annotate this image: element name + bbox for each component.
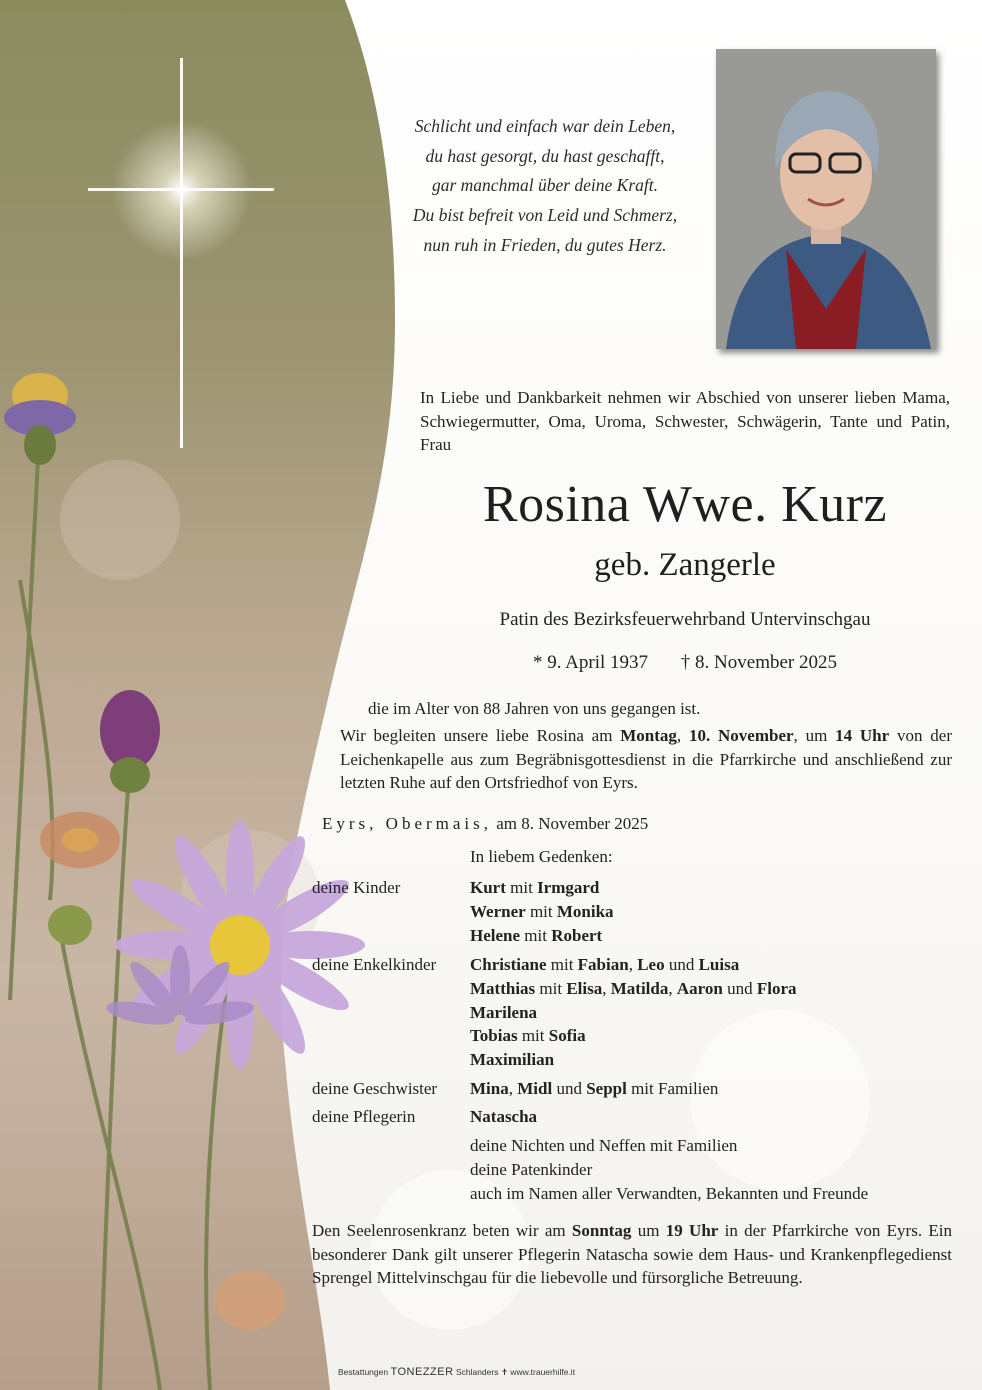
intro-text: In Liebe und Dankbarkeit nehmen wir Abschied von unserer lieben Mama, Schwiegermutter, Oma, Uroma, Schwester, Schwägerin, Tante und Patin, Frau [420, 388, 950, 454]
poem-line: gar manchmal über deine Kraft. [431, 175, 659, 196]
birth-date: * 9. April 1937 [532, 652, 649, 673]
relation-label: deine Geschwister [312, 1079, 438, 1098]
deceased-name: Rosina Wwe. Kurz [482, 476, 888, 533]
mourner-line: Kurt mit Irmgard [470, 878, 600, 897]
mourner-line: auch im Namen aller Verwandten, Bekannten und Freunde [470, 1184, 869, 1203]
mourner-line: Werner mit Monika [470, 902, 614, 921]
mourner-line: deine Patenkinder [470, 1160, 593, 1179]
portrait-photo [716, 49, 936, 349]
poem-line: Schlicht und einfach war dein Leben, [414, 116, 676, 136]
poem [380, 112, 710, 261]
cross-logo-icon: ✝ [500, 1367, 508, 1377]
footer-prefix: Bestattungen [338, 1367, 389, 1377]
footer-brand: TONEZZER [390, 1366, 454, 1378]
mourner-line: Mina, Midl und Seppl mit Familien [470, 1079, 719, 1098]
funeral-details: Wir begleiten unsere liebe Rosina am Montag, 10. November, um 14 Uhr von der Leichenkapelle aus zum Begräbnisgottesdienst in die Pfarrkirche und anschließend zur letzten Ruhe auf den Ortsfriedhof von Eyrs. [340, 726, 952, 792]
footer-url: www.trauerhilfe.it [510, 1367, 576, 1377]
mourner-line: Natascha [470, 1107, 538, 1126]
maiden-name: geb. Zangerle [594, 547, 776, 583]
relation-label: deine Enkelkinder [312, 955, 437, 974]
funeral-home-footer [338, 1366, 575, 1378]
mourner-line: Maximilian [470, 1050, 555, 1069]
mourner-line: Christiane mit Fabian, Leo und Luisa [470, 955, 740, 974]
mourner-line: deine Nichten und Neffen mit Familien [470, 1136, 738, 1155]
life-dates [420, 650, 950, 676]
mourners-heading: In liebem Gedenken: [470, 847, 613, 866]
relation-label: deine Pflegerin [312, 1107, 416, 1126]
poem-line: nun ruh in Frieden, du gutes Herz. [423, 234, 667, 255]
mourner-line: Marilena [470, 1003, 538, 1022]
relation-label: deine Kinder [312, 878, 401, 897]
honorary-role: Patin des Bezirksfeuerwehrband Untervinschgau [499, 609, 871, 630]
poem-line: du hast gesorgt, du hast geschafft, [425, 145, 665, 166]
poem-line: Du bist befreit von Leid und Schmerz, [412, 205, 678, 226]
mourner-line: Helene mit Robert [470, 926, 603, 945]
death-date: † 8. November 2025 [680, 652, 837, 673]
closing-text: Den Seelenrosenkranz beten wir am Sonntag um 19 Uhr in der Pfarrkirche von Eyrs. Ein besonderer Dank gilt unserer Pflegerin Natascha sowie dem Haus- und Krankenpflegedienst Sprengel Mittelvinschgau für die liebevolle und fürsorgliche Betreuung. [312, 1221, 952, 1287]
place-date: Eyrs, Obermais, am 8. November 2025 [322, 814, 649, 833]
age-line: die im Alter von 88 Jahren von uns gegangen ist. [368, 699, 701, 718]
mourner-line: Tobias mit Sofia [470, 1026, 586, 1045]
footer-town: Schlanders [455, 1367, 499, 1377]
mourner-line: Matthias mit Elisa, Matilda, Aaron und Flora [470, 979, 797, 998]
